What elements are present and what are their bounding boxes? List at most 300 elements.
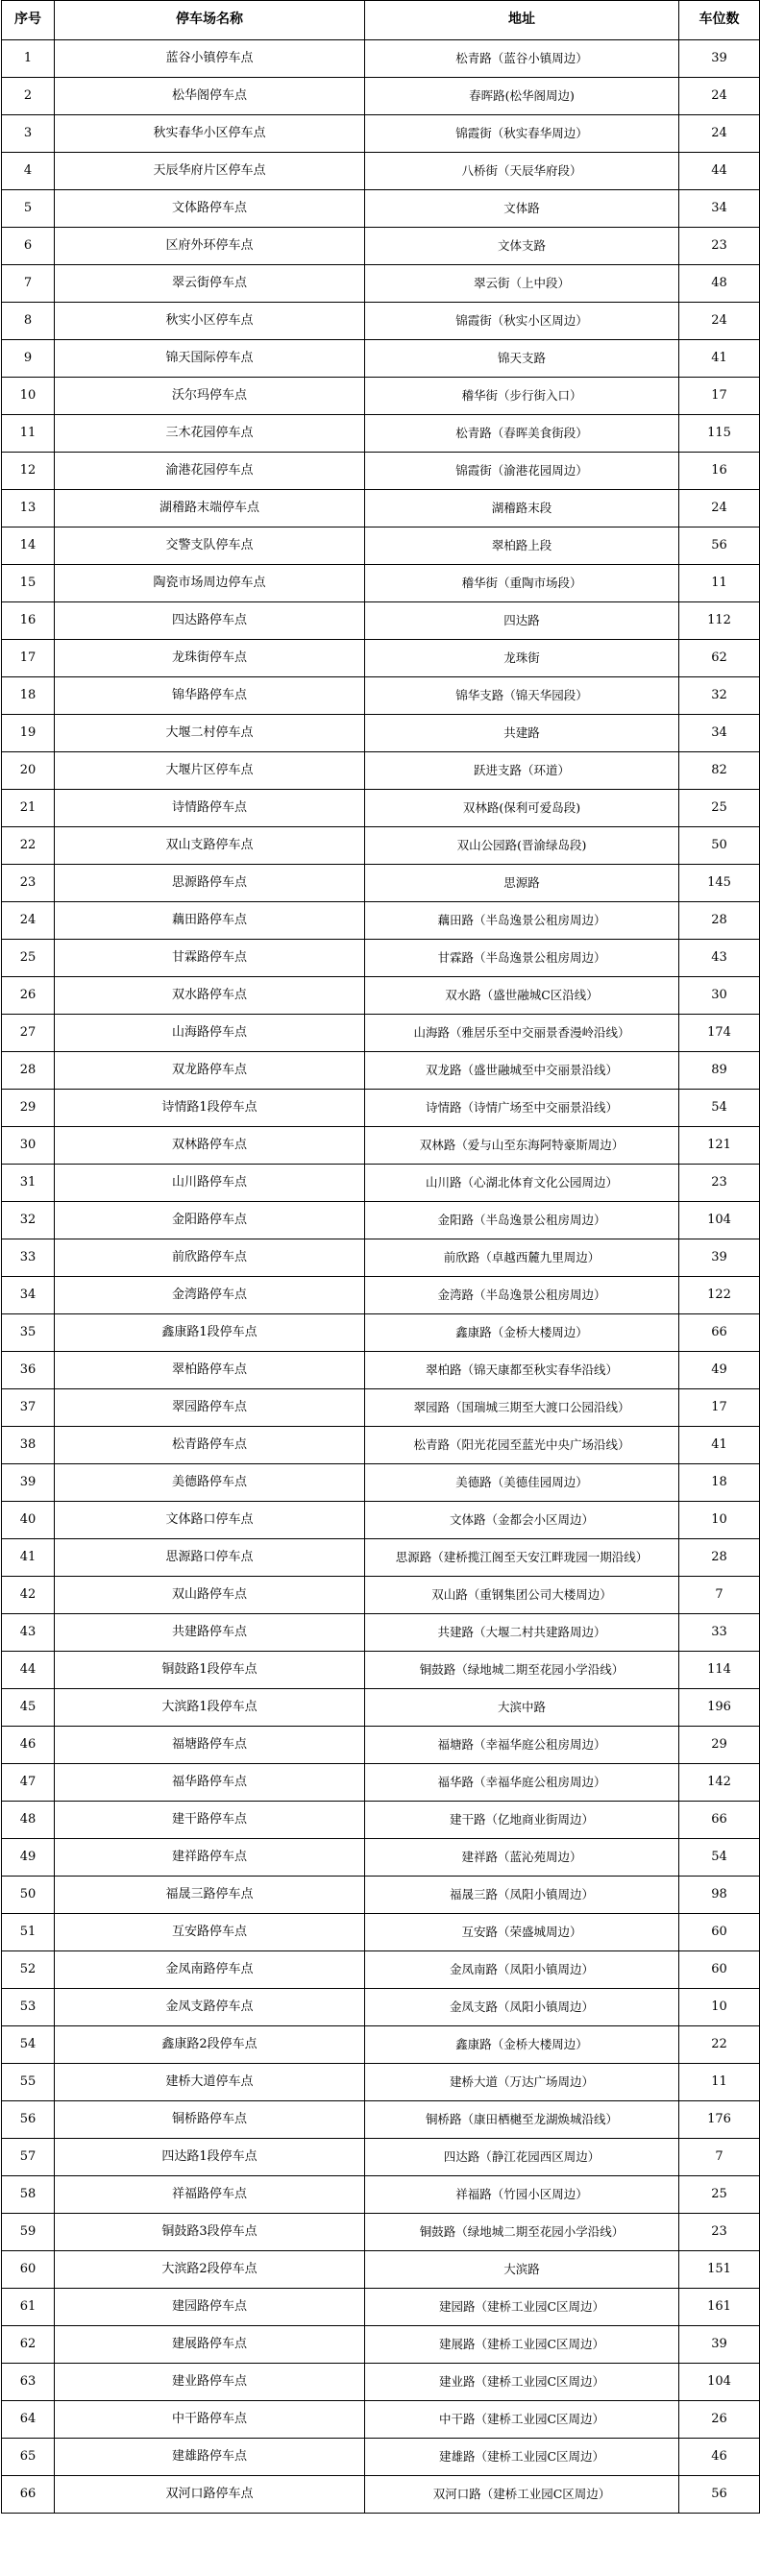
lot-name: 蓝谷小镇停车点 <box>55 40 365 78</box>
table-row <box>2 1727 760 1764</box>
row-index: 28 <box>2 1052 55 1090</box>
space-count: 23 <box>679 2214 760 2251</box>
lot-name: 文体路口停车点 <box>55 1502 365 1539</box>
table-row <box>2 527 760 565</box>
space-count: 54 <box>679 1090 760 1127</box>
table-row <box>2 2214 760 2251</box>
row-index: 54 <box>2 2026 55 2064</box>
address: 金凤南路（凤阳小镇周边） <box>365 1951 679 1989</box>
address: 文体路（金都会小区周边） <box>365 1502 679 1539</box>
lot-name: 天辰华府片区停车点 <box>55 153 365 190</box>
row-index: 3 <box>2 115 55 153</box>
table-row <box>2 78 760 115</box>
row-index: 52 <box>2 1951 55 1989</box>
address: 松青路（春晖美食街段） <box>365 415 679 453</box>
space-count: 54 <box>679 1839 760 1877</box>
lot-name: 建园路停车点 <box>55 2289 365 2326</box>
address: 建园路（建桥工业园C区周边） <box>365 2289 679 2326</box>
lot-name: 建展路停车点 <box>55 2326 365 2364</box>
lot-name: 区府外环停车点 <box>55 228 365 265</box>
row-index: 42 <box>2 1577 55 1614</box>
table-row <box>2 827 760 865</box>
space-count: 66 <box>679 1314 760 1352</box>
address: 诗情路（诗情广场至中交丽景沿线） <box>365 1090 679 1127</box>
table-body <box>2 40 760 2514</box>
lot-name: 大滨路2段停车点 <box>55 2251 365 2289</box>
space-count: 50 <box>679 827 760 865</box>
lot-name: 翠园路停车点 <box>55 1389 365 1427</box>
space-count: 39 <box>679 2326 760 2364</box>
space-count: 89 <box>679 1052 760 1090</box>
lot-name: 双龙路停车点 <box>55 1052 365 1090</box>
table-row <box>2 228 760 265</box>
lot-name: 铜鼓路1段停车点 <box>55 1652 365 1689</box>
space-count: 24 <box>679 78 760 115</box>
address: 铜桥路（康田栖樾至龙湖焕城沿线） <box>365 2101 679 2139</box>
address: 建祥路（蓝沁苑周边） <box>365 1839 679 1877</box>
lot-name: 鑫康路1段停车点 <box>55 1314 365 1352</box>
address: 共建路 <box>365 715 679 752</box>
table-row <box>2 2364 760 2401</box>
table-row <box>2 640 760 677</box>
space-count: 49 <box>679 1352 760 1389</box>
space-count: 145 <box>679 865 760 902</box>
space-count: 46 <box>679 2439 760 2476</box>
lot-name: 金阳路停车点 <box>55 1202 365 1239</box>
row-index: 34 <box>2 1277 55 1314</box>
lot-name: 建祥路停车点 <box>55 1839 365 1877</box>
row-index: 27 <box>2 1015 55 1052</box>
table-row <box>2 1577 760 1614</box>
row-index: 1 <box>2 40 55 78</box>
row-index: 13 <box>2 490 55 527</box>
row-index: 14 <box>2 527 55 565</box>
space-count: 11 <box>679 565 760 602</box>
row-index: 35 <box>2 1314 55 1352</box>
lot-name: 渝港花园停车点 <box>55 453 365 490</box>
address: 锦霞街（秋实小区周边） <box>365 303 679 340</box>
space-count: 98 <box>679 1877 760 1914</box>
lot-name: 秋实小区停车点 <box>55 303 365 340</box>
address: 山海路（雅居乐至中交丽景香漫岭沿线） <box>365 1015 679 1052</box>
lot-name: 山海路停车点 <box>55 1015 365 1052</box>
lot-name: 甘霖路停车点 <box>55 940 365 977</box>
address: 四达路 <box>365 602 679 640</box>
row-index: 60 <box>2 2251 55 2289</box>
lot-name: 前欣路停车点 <box>55 1239 365 1277</box>
space-count: 39 <box>679 40 760 78</box>
table-row <box>2 2139 760 2176</box>
space-count: 23 <box>679 1165 760 1202</box>
row-index: 19 <box>2 715 55 752</box>
space-count: 56 <box>679 527 760 565</box>
row-index: 37 <box>2 1389 55 1427</box>
table-row <box>2 1277 760 1314</box>
row-index: 7 <box>2 265 55 303</box>
space-count: 60 <box>679 1914 760 1951</box>
table-row <box>2 1652 760 1689</box>
space-count: 34 <box>679 715 760 752</box>
header-address: 地址 <box>365 1 679 40</box>
lot-name: 交警支队停车点 <box>55 527 365 565</box>
space-count: 115 <box>679 415 760 453</box>
table-row <box>2 2289 760 2326</box>
table-row <box>2 40 760 78</box>
space-count: 10 <box>679 1989 760 2026</box>
table-row <box>2 1989 760 2026</box>
lot-name: 福华路停车点 <box>55 1764 365 1802</box>
row-index: 57 <box>2 2139 55 2176</box>
table-row <box>2 453 760 490</box>
row-index: 63 <box>2 2364 55 2401</box>
address: 甘霖路（半岛逸景公租房周边） <box>365 940 679 977</box>
lot-name: 山川路停车点 <box>55 1165 365 1202</box>
space-count: 56 <box>679 2476 760 2514</box>
row-index: 61 <box>2 2289 55 2326</box>
space-count: 174 <box>679 1015 760 1052</box>
table-row <box>2 1464 760 1502</box>
space-count: 33 <box>679 1614 760 1652</box>
address: 湖稽路末段 <box>365 490 679 527</box>
row-index: 6 <box>2 228 55 265</box>
space-count: 121 <box>679 1127 760 1165</box>
address: 互安路（荣盛城周边） <box>365 1914 679 1951</box>
lot-name: 双河口路停车点 <box>55 2476 365 2514</box>
row-index: 20 <box>2 752 55 790</box>
address: 龙珠街 <box>365 640 679 677</box>
address: 翠云街（上中段） <box>365 265 679 303</box>
space-count: 24 <box>679 303 760 340</box>
address: 双河口路（建桥工业园C区周边） <box>365 2476 679 2514</box>
address: 建业路（建桥工业园C区周边） <box>365 2364 679 2401</box>
row-index: 45 <box>2 1689 55 1727</box>
table-row <box>2 1689 760 1727</box>
space-count: 7 <box>679 1577 760 1614</box>
row-index: 22 <box>2 827 55 865</box>
table-row <box>2 2251 760 2289</box>
row-index: 39 <box>2 1464 55 1502</box>
address: 松青路（蓝谷小镇周边） <box>365 40 679 78</box>
lot-name: 大堰二村停车点 <box>55 715 365 752</box>
lot-name: 福晟三路停车点 <box>55 1877 365 1914</box>
space-count: 10 <box>679 1502 760 1539</box>
address: 山川路（心湖北体育文化公园周边） <box>365 1165 679 1202</box>
lot-name: 大堰片区停车点 <box>55 752 365 790</box>
space-count: 41 <box>679 1427 760 1464</box>
row-index: 18 <box>2 677 55 715</box>
row-index: 56 <box>2 2101 55 2139</box>
address: 金湾路（半岛逸景公租房周边） <box>365 1277 679 1314</box>
table-row <box>2 602 760 640</box>
lot-name: 四达路1段停车点 <box>55 2139 365 2176</box>
lot-name: 建桥大道停车点 <box>55 2064 365 2101</box>
address: 思源路（建桥揽江阁至天安江畔珑园一期沿线） <box>365 1539 679 1577</box>
lot-name: 三木花园停车点 <box>55 415 365 453</box>
lot-name: 龙珠街停车点 <box>55 640 365 677</box>
row-index: 10 <box>2 378 55 415</box>
table-row <box>2 378 760 415</box>
header-spaces: 车位数 <box>679 1 760 40</box>
address: 共建路（大堰二村共建路周边） <box>365 1614 679 1652</box>
space-count: 122 <box>679 1277 760 1314</box>
address: 祥福路（竹园小区周边） <box>365 2176 679 2214</box>
row-index: 50 <box>2 1877 55 1914</box>
lot-name: 翠云街停车点 <box>55 265 365 303</box>
table-row <box>2 340 760 378</box>
address: 思源路 <box>365 865 679 902</box>
table-row <box>2 1951 760 1989</box>
space-count: 151 <box>679 2251 760 2289</box>
lot-name: 祥福路停车点 <box>55 2176 365 2214</box>
lot-name: 思源路口停车点 <box>55 1539 365 1577</box>
lot-name: 共建路停车点 <box>55 1614 365 1652</box>
space-count: 104 <box>679 2364 760 2401</box>
lot-name: 铜桥路停车点 <box>55 2101 365 2139</box>
space-count: 18 <box>679 1464 760 1502</box>
space-count: 60 <box>679 1951 760 1989</box>
row-index: 64 <box>2 2401 55 2439</box>
lot-name: 中干路停车点 <box>55 2401 365 2439</box>
lot-name: 金凤支路停车点 <box>55 1989 365 2026</box>
lot-name: 建干路停车点 <box>55 1802 365 1839</box>
lot-name: 思源路停车点 <box>55 865 365 902</box>
row-index: 51 <box>2 1914 55 1951</box>
space-count: 41 <box>679 340 760 378</box>
space-count: 25 <box>679 790 760 827</box>
row-index: 38 <box>2 1427 55 1464</box>
table-row <box>2 2026 760 2064</box>
lot-name: 金湾路停车点 <box>55 1277 365 1314</box>
table-row <box>2 303 760 340</box>
row-index: 9 <box>2 340 55 378</box>
space-count: 82 <box>679 752 760 790</box>
address: 大滨路 <box>365 2251 679 2289</box>
table-row <box>2 902 760 940</box>
table-row <box>2 715 760 752</box>
table-row <box>2 1052 760 1090</box>
table-row <box>2 1165 760 1202</box>
address: 鑫康路（金桥大楼周边） <box>365 2026 679 2064</box>
lot-name: 松华阁停车点 <box>55 78 365 115</box>
parking-table <box>1 0 760 2514</box>
table-row <box>2 2176 760 2214</box>
address: 稽华街（步行街入口） <box>365 378 679 415</box>
space-count: 44 <box>679 153 760 190</box>
space-count: 176 <box>679 2101 760 2139</box>
address: 翠柏路（锦天康都至秋实春华沿线） <box>365 1352 679 1389</box>
row-index: 66 <box>2 2476 55 2514</box>
row-index: 36 <box>2 1352 55 1389</box>
row-index: 23 <box>2 865 55 902</box>
address: 松青路（阳光花园至蓝光中央广场沿线） <box>365 1427 679 1464</box>
table-row <box>2 2326 760 2364</box>
lot-name: 秋实春华小区停车点 <box>55 115 365 153</box>
lot-name: 诗情路1段停车点 <box>55 1090 365 1127</box>
row-index: 58 <box>2 2176 55 2214</box>
lot-name: 诗情路停车点 <box>55 790 365 827</box>
address: 建桥大道（万达广场周边） <box>365 2064 679 2101</box>
address: 藕田路（半岛逸景公租房周边） <box>365 902 679 940</box>
space-count: 29 <box>679 1727 760 1764</box>
space-count: 24 <box>679 490 760 527</box>
address: 福华路（幸福华庭公租房周边） <box>365 1764 679 1802</box>
address: 金阳路（半岛逸景公租房周边） <box>365 1202 679 1239</box>
space-count: 28 <box>679 902 760 940</box>
address: 建雄路（建桥工业园C区周边） <box>365 2439 679 2476</box>
address: 鑫康路（金桥大楼周边） <box>365 1314 679 1352</box>
table-row <box>2 2439 760 2476</box>
row-index: 49 <box>2 1839 55 1877</box>
address: 翠柏路上段 <box>365 527 679 565</box>
row-index: 21 <box>2 790 55 827</box>
address: 金凤支路（凤阳小镇周边） <box>365 1989 679 2026</box>
row-index: 16 <box>2 602 55 640</box>
address: 前欣路（卓越西麓九里周边） <box>365 1239 679 1277</box>
space-count: 112 <box>679 602 760 640</box>
table-row <box>2 2476 760 2514</box>
lot-name: 双水路停车点 <box>55 977 365 1015</box>
space-count: 48 <box>679 265 760 303</box>
address: 锦天支路 <box>365 340 679 378</box>
row-index: 8 <box>2 303 55 340</box>
lot-name: 翠柏路停车点 <box>55 1352 365 1389</box>
row-index: 5 <box>2 190 55 228</box>
lot-name: 铜鼓路3段停车点 <box>55 2214 365 2251</box>
lot-name: 文体路停车点 <box>55 190 365 228</box>
lot-name: 金凤南路停车点 <box>55 1951 365 1989</box>
table-row <box>2 1839 760 1877</box>
table-row <box>2 2401 760 2439</box>
row-index: 41 <box>2 1539 55 1577</box>
address: 建展路（建桥工业园C区周边） <box>365 2326 679 2364</box>
address: 美德路（美德佳园周边） <box>365 1464 679 1502</box>
space-count: 66 <box>679 1802 760 1839</box>
address: 福塘路（幸福华庭公租房周边） <box>365 1727 679 1764</box>
address: 锦霞街（渝港花园周边） <box>365 453 679 490</box>
space-count: 17 <box>679 1389 760 1427</box>
row-index: 46 <box>2 1727 55 1764</box>
space-count: 16 <box>679 453 760 490</box>
table-row <box>2 1389 760 1427</box>
header-index: 序号 <box>2 1 55 40</box>
table-row <box>2 1090 760 1127</box>
table-row <box>2 1127 760 1165</box>
row-index: 2 <box>2 78 55 115</box>
space-count: 34 <box>679 190 760 228</box>
row-index: 47 <box>2 1764 55 1802</box>
lot-name: 建业路停车点 <box>55 2364 365 2401</box>
table-row <box>2 190 760 228</box>
row-index: 31 <box>2 1165 55 1202</box>
table-header-row <box>2 1 760 40</box>
lot-name: 双山路停车点 <box>55 1577 365 1614</box>
address: 建干路（亿地商业街周边） <box>365 1802 679 1839</box>
table-row <box>2 2101 760 2139</box>
table-row <box>2 1764 760 1802</box>
row-index: 55 <box>2 2064 55 2101</box>
address: 中干路（建桥工业园C区周边） <box>365 2401 679 2439</box>
address: 福晟三路（凤阳小镇周边） <box>365 1877 679 1914</box>
space-count: 161 <box>679 2289 760 2326</box>
table-row <box>2 1802 760 1839</box>
address: 锦霞街（秋实春华周边） <box>365 115 679 153</box>
address: 八桥街（天辰华府段） <box>365 153 679 190</box>
lot-name: 藕田路停车点 <box>55 902 365 940</box>
lot-name: 双山支路停车点 <box>55 827 365 865</box>
lot-name: 沃尔玛停车点 <box>55 378 365 415</box>
lot-name: 美德路停车点 <box>55 1464 365 1502</box>
lot-name: 湖稽路末端停车点 <box>55 490 365 527</box>
lot-name: 四达路停车点 <box>55 602 365 640</box>
lot-name: 大滨路1段停车点 <box>55 1689 365 1727</box>
table-row <box>2 677 760 715</box>
space-count: 22 <box>679 2026 760 2064</box>
row-index: 62 <box>2 2326 55 2364</box>
address: 大滨中路 <box>365 1689 679 1727</box>
address: 稽华街（重陶市场段） <box>365 565 679 602</box>
space-count: 17 <box>679 378 760 415</box>
address: 双林路（爱与山至东海阿特豪斯周边） <box>365 1127 679 1165</box>
row-index: 17 <box>2 640 55 677</box>
row-index: 30 <box>2 1127 55 1165</box>
address: 双山路（重钢集团公司大楼周边） <box>365 1577 679 1614</box>
table-row <box>2 490 760 527</box>
row-index: 59 <box>2 2214 55 2251</box>
address: 春晖路(松华阁周边) <box>365 78 679 115</box>
table-row <box>2 565 760 602</box>
table-row <box>2 1352 760 1389</box>
lot-name: 锦天国际停车点 <box>55 340 365 378</box>
table-row <box>2 153 760 190</box>
address: 翠园路（国瑞城三期至大渡口公园沿线） <box>365 1389 679 1427</box>
space-count: 32 <box>679 677 760 715</box>
address: 双水路（盛世融城C区沿线） <box>365 977 679 1015</box>
row-index: 32 <box>2 1202 55 1239</box>
table-row <box>2 415 760 453</box>
address: 锦华支路（锦天华园段） <box>365 677 679 715</box>
space-count: 25 <box>679 2176 760 2214</box>
table-row <box>2 1502 760 1539</box>
row-index: 26 <box>2 977 55 1015</box>
header-lot-name: 停车场名称 <box>55 1 365 40</box>
table-row <box>2 265 760 303</box>
table-row <box>2 1914 760 1951</box>
address: 文体支路 <box>365 228 679 265</box>
table-row <box>2 2064 760 2101</box>
address: 四达路（静江花园西区周边） <box>365 2139 679 2176</box>
table-row <box>2 752 760 790</box>
row-index: 40 <box>2 1502 55 1539</box>
row-index: 4 <box>2 153 55 190</box>
row-index: 33 <box>2 1239 55 1277</box>
space-count: 24 <box>679 115 760 153</box>
row-index: 24 <box>2 902 55 940</box>
lot-name: 双林路停车点 <box>55 1127 365 1165</box>
space-count: 104 <box>679 1202 760 1239</box>
address: 铜鼓路（绿地城二期至花园小学沿线） <box>365 2214 679 2251</box>
row-index: 15 <box>2 565 55 602</box>
space-count: 23 <box>679 228 760 265</box>
address: 铜鼓路（绿地城二期至花园小学沿线） <box>365 1652 679 1689</box>
row-index: 29 <box>2 1090 55 1127</box>
address: 双山公园路(晋渝绿岛段) <box>365 827 679 865</box>
row-index: 44 <box>2 1652 55 1689</box>
lot-name: 锦华路停车点 <box>55 677 365 715</box>
lot-name: 鑫康路2段停车点 <box>55 2026 365 2064</box>
address: 双林路(保利可爱岛段) <box>365 790 679 827</box>
table-row <box>2 940 760 977</box>
lot-name: 松青路停车点 <box>55 1427 365 1464</box>
